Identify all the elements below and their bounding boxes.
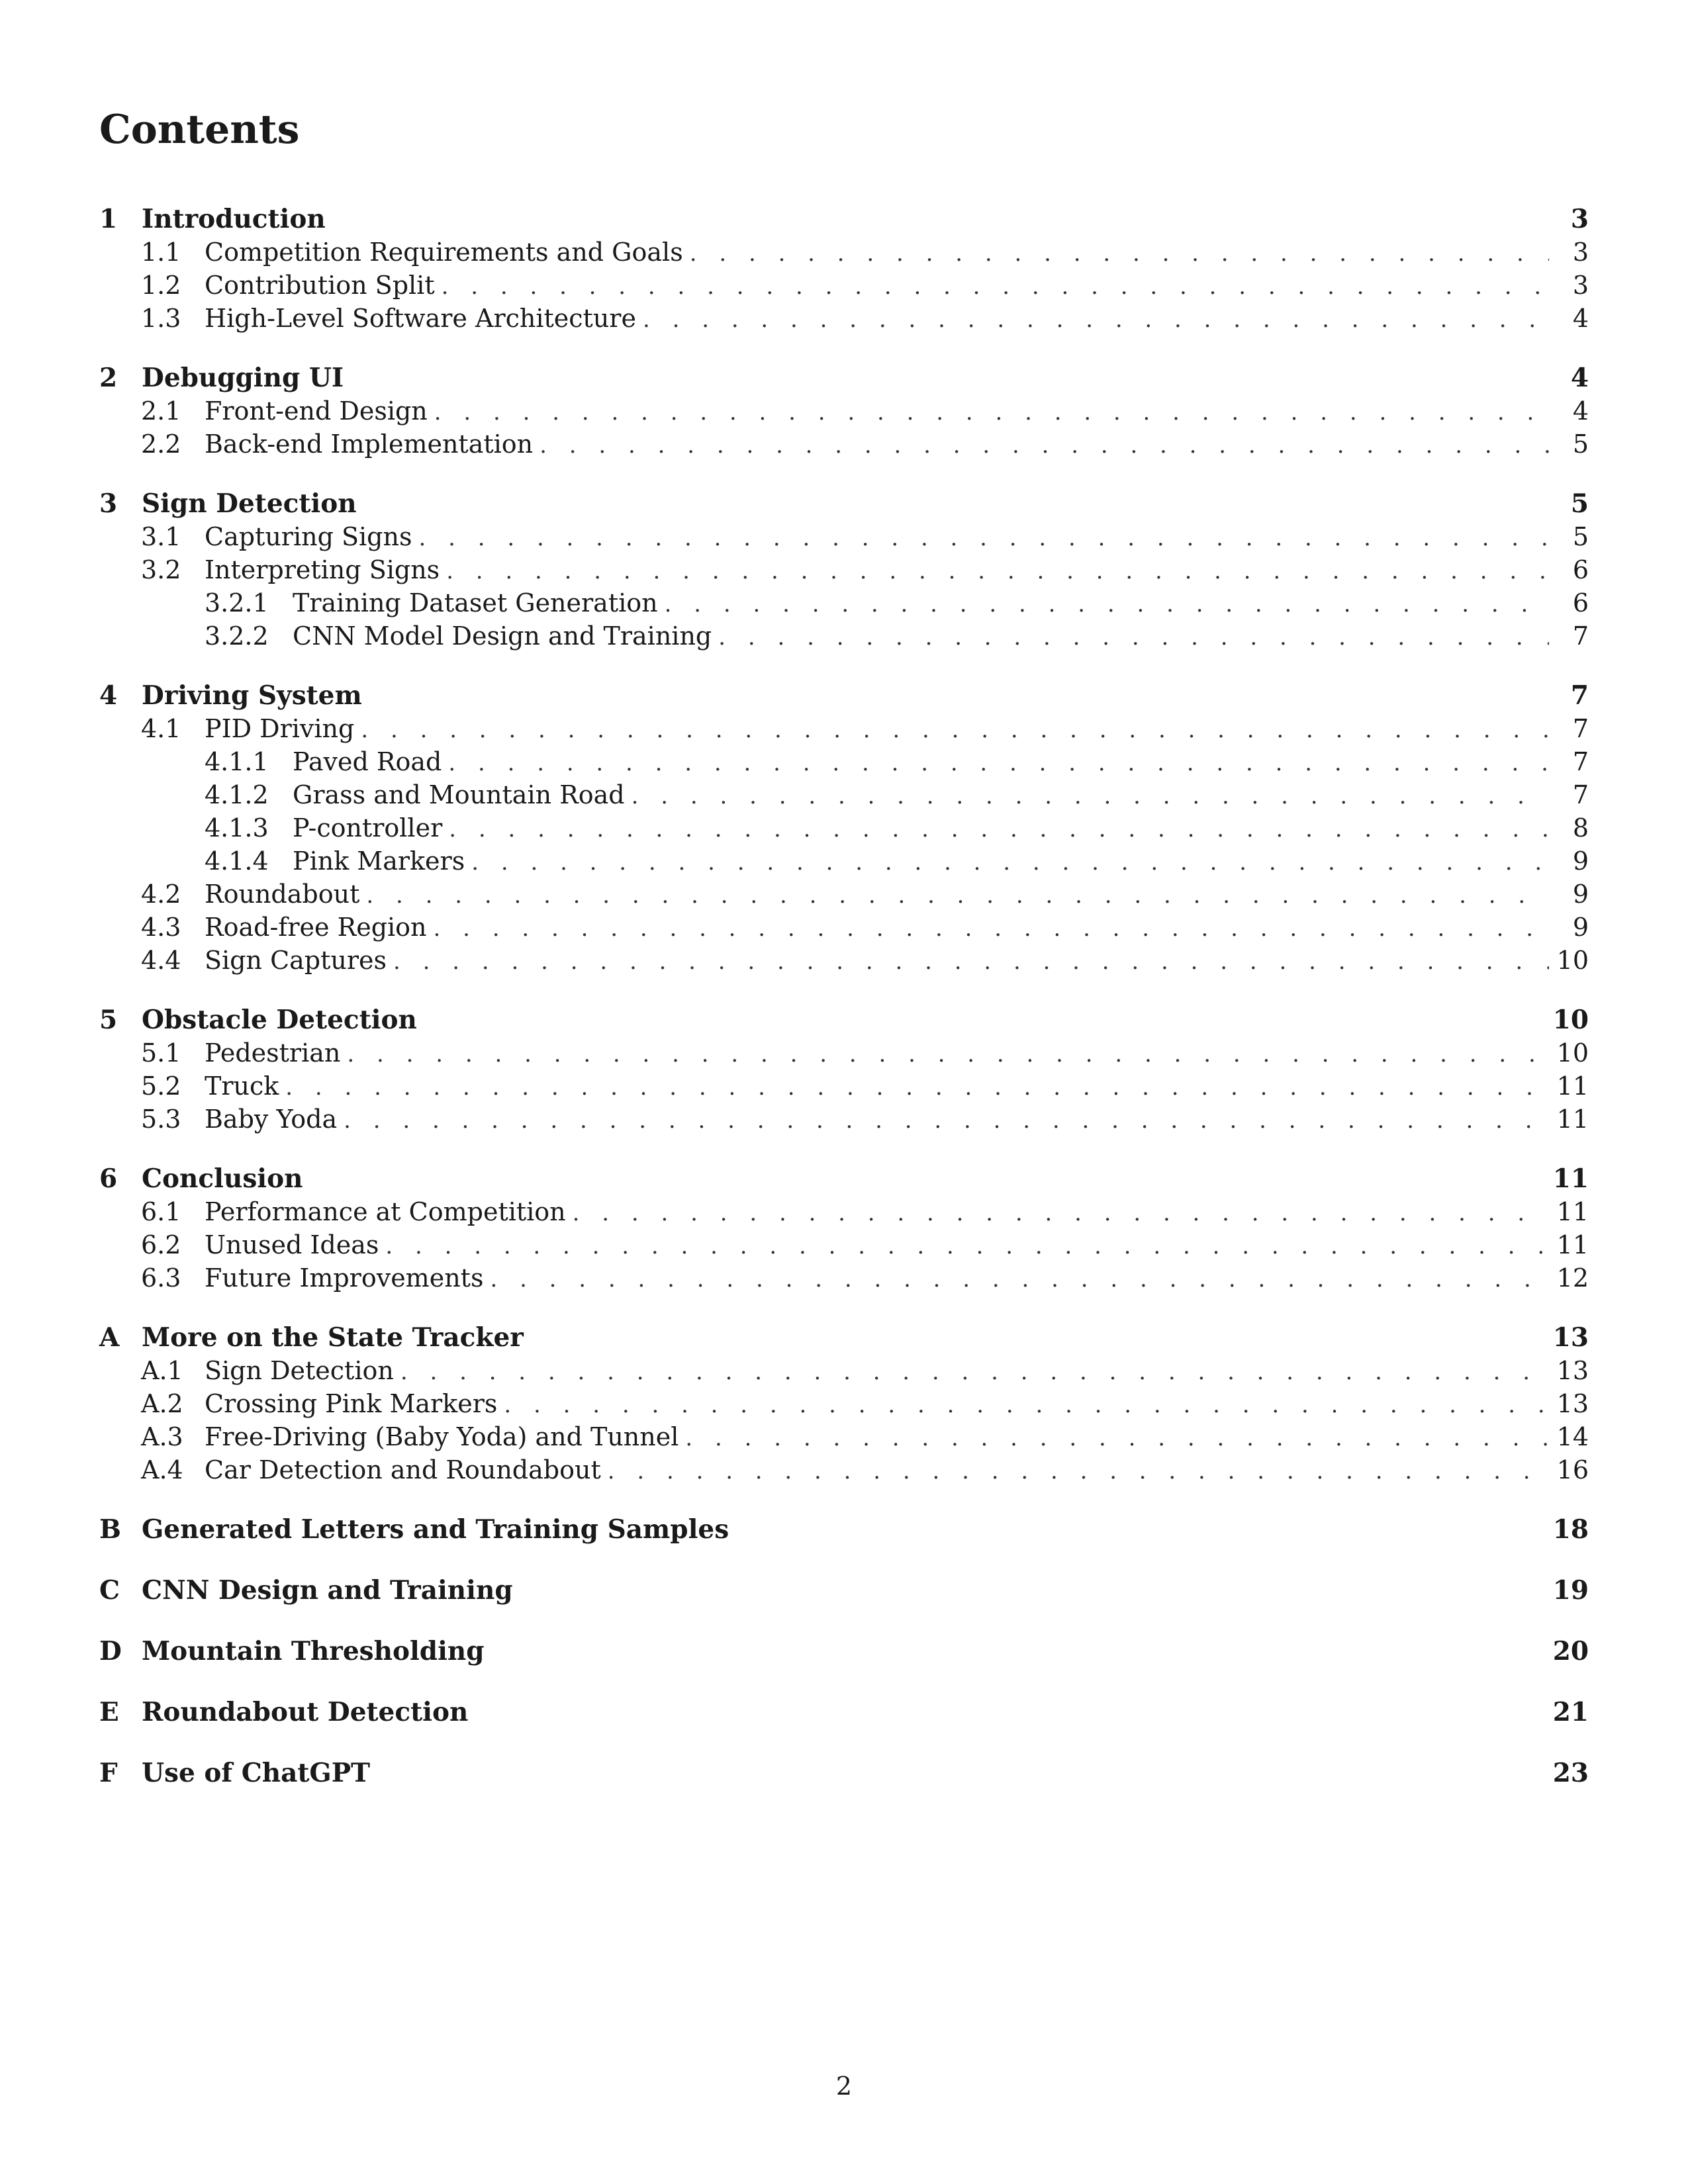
toc-section-number: 5 bbox=[99, 1005, 118, 1035]
toc-entry-number: 5.3 bbox=[141, 1105, 181, 1134]
toc-entry-title: Baby Yoda bbox=[205, 1105, 338, 1134]
toc-section-number: 6 bbox=[99, 1163, 118, 1194]
toc-section-title: Generated Letters and Training Samples bbox=[142, 1514, 729, 1545]
toc-entry-number: 2.2 bbox=[141, 430, 181, 459]
toc-section bbox=[99, 361, 1589, 461]
toc-entry-section[interactable] bbox=[99, 361, 1589, 394]
toc-entry-subsection[interactable] bbox=[99, 1036, 1589, 1069]
toc-entry-section[interactable] bbox=[99, 1321, 1589, 1354]
toc-section-page: 20 bbox=[1552, 1636, 1589, 1666]
toc-entry-page: 4 bbox=[1572, 396, 1589, 426]
toc-section bbox=[99, 1574, 1589, 1635]
toc-entry-title: PID Driving bbox=[205, 714, 355, 743]
toc-entry-page: 4 bbox=[1572, 304, 1589, 333]
dot-leader bbox=[361, 713, 1549, 747]
toc-section-number: E bbox=[99, 1697, 119, 1727]
toc-section-page: 3 bbox=[1570, 204, 1589, 234]
toc-entry-title: Truck bbox=[205, 1071, 279, 1101]
toc-section bbox=[99, 1756, 1589, 1817]
toc-entry-title: Front-end Design bbox=[205, 396, 428, 426]
toc-section-page: 10 bbox=[1552, 1005, 1589, 1035]
toc-entry-title: Unused Ideas bbox=[205, 1230, 379, 1259]
toc-entry-title: Sign Detection bbox=[205, 1356, 394, 1385]
toc-entry-page: 16 bbox=[1556, 1455, 1589, 1484]
dot-leader bbox=[347, 1038, 1549, 1071]
toc-entry-subsection[interactable] bbox=[99, 1354, 1589, 1387]
toc-entry-title: Sign Captures bbox=[205, 946, 387, 975]
toc-section-page: 13 bbox=[1552, 1322, 1589, 1353]
toc-section-number: 4 bbox=[99, 680, 118, 711]
toc-entry-number: A.1 bbox=[141, 1356, 183, 1385]
toc-entry-page: 7 bbox=[1572, 621, 1589, 651]
toc-entry-number: 4.1.4 bbox=[205, 846, 269, 876]
toc-entry-subsection[interactable] bbox=[99, 911, 1589, 944]
toc-section-title: Driving System bbox=[142, 680, 362, 711]
toc-entry-section[interactable] bbox=[99, 203, 1589, 236]
toc-entry-page: 9 bbox=[1572, 913, 1589, 942]
toc-entry-title: Car Detection and Roundabout bbox=[205, 1455, 601, 1484]
toc-entry-number: A.2 bbox=[141, 1389, 183, 1418]
toc-entry-subsection[interactable] bbox=[99, 520, 1589, 553]
toc-section-title: Roundabout Detection bbox=[142, 1697, 469, 1727]
toc-entry-page: 6 bbox=[1572, 555, 1589, 584]
toc-entry-subsection[interactable] bbox=[99, 1453, 1589, 1486]
toc-section-number: A bbox=[99, 1322, 120, 1353]
toc-entry-title: High-Level Software Architecture bbox=[205, 304, 636, 333]
dot-leader bbox=[366, 879, 1549, 912]
toc-entry-title: CNN Model Design and Training bbox=[293, 621, 712, 651]
dot-leader bbox=[446, 555, 1549, 588]
dot-leader bbox=[690, 237, 1549, 270]
toc-entry-section[interactable] bbox=[99, 487, 1589, 520]
toc-entry-subsection[interactable] bbox=[99, 1228, 1589, 1261]
toc-entry-number: A.4 bbox=[141, 1455, 183, 1484]
toc-entry-page: 13 bbox=[1556, 1356, 1589, 1385]
toc-entry-number: 2.1 bbox=[141, 396, 181, 426]
toc-entry-title: Training Dataset Generation bbox=[293, 588, 658, 617]
toc-entry-page: 7 bbox=[1572, 747, 1589, 776]
toc-entry-subsection[interactable] bbox=[99, 1420, 1589, 1453]
dot-leader bbox=[490, 1263, 1549, 1296]
toc-section bbox=[99, 1003, 1589, 1136]
toc-entry-number: 4.4 bbox=[141, 946, 181, 975]
toc-entry-subsection[interactable] bbox=[99, 428, 1589, 461]
toc-entry-page: 11 bbox=[1556, 1197, 1589, 1226]
dot-leader bbox=[632, 780, 1549, 813]
toc-entry-title: Crossing Pink Markers bbox=[205, 1389, 498, 1418]
dot-leader bbox=[434, 396, 1549, 429]
toc-section-page: 21 bbox=[1552, 1697, 1589, 1727]
toc-entry-title: Future Improvements bbox=[205, 1263, 484, 1293]
toc-entry-title: Grass and Mountain Road bbox=[293, 780, 625, 809]
toc-entry-section[interactable] bbox=[99, 1756, 1589, 1790]
toc-entry-page: 10 bbox=[1556, 946, 1589, 975]
toc-entry-page: 7 bbox=[1572, 714, 1589, 743]
dot-leader bbox=[643, 303, 1549, 336]
toc-entry-page: 9 bbox=[1572, 846, 1589, 876]
toc-section-page: 7 bbox=[1570, 680, 1589, 711]
toc-entry-subsection[interactable] bbox=[99, 394, 1589, 428]
toc-entry-number: 4.2 bbox=[141, 880, 181, 909]
toc-entry-number: 6.2 bbox=[141, 1230, 181, 1259]
toc-section bbox=[99, 1513, 1589, 1574]
toc-section-title: Sign Detection bbox=[142, 488, 357, 519]
dot-leader bbox=[573, 1197, 1549, 1230]
dot-leader bbox=[471, 846, 1549, 879]
toc-entry-page: 11 bbox=[1556, 1105, 1589, 1134]
dot-leader bbox=[418, 522, 1549, 555]
toc-entry-section[interactable] bbox=[99, 1162, 1589, 1195]
toc-section-title: Mountain Thresholding bbox=[142, 1636, 485, 1666]
toc-entry-number: 6.3 bbox=[141, 1263, 181, 1293]
toc-section-title: Debugging UI bbox=[142, 363, 344, 393]
dot-leader bbox=[449, 813, 1549, 846]
toc-entry-subsection[interactable] bbox=[99, 712, 1589, 745]
toc-entry-section[interactable] bbox=[99, 1635, 1589, 1668]
toc-section-number: C bbox=[99, 1575, 120, 1606]
toc-section bbox=[99, 203, 1589, 335]
toc-entry-title: Free-Driving (Baby Yoda) and Tunnel bbox=[205, 1422, 679, 1451]
toc-section bbox=[99, 1321, 1589, 1486]
toc-entry-number: 4.1.3 bbox=[205, 813, 269, 842]
toc-entry-subsection[interactable] bbox=[99, 1103, 1589, 1136]
toc-section-title: Introduction bbox=[142, 204, 326, 234]
toc-entry-page: 5 bbox=[1572, 522, 1589, 551]
toc-entry-title: Pedestrian bbox=[205, 1038, 341, 1068]
toc-section bbox=[99, 487, 1589, 653]
toc-entry-page: 3 bbox=[1572, 238, 1589, 267]
toc-entry-subsection[interactable] bbox=[99, 1261, 1589, 1295]
toc-entry-number: 3.2 bbox=[141, 555, 181, 584]
toc-entry-number: 3.2.2 bbox=[205, 621, 269, 651]
toc-entry-title: Competition Requirements and Goals bbox=[205, 238, 683, 267]
dot-leader bbox=[504, 1388, 1549, 1422]
toc-entry-number: 4.3 bbox=[141, 913, 181, 942]
toc-entry-page: 13 bbox=[1556, 1389, 1589, 1418]
toc-section bbox=[99, 1696, 1589, 1756]
toc-entry-number: 4.1.1 bbox=[205, 747, 269, 776]
toc-entry-subsubsection[interactable] bbox=[99, 778, 1589, 811]
toc-entry-subsection[interactable] bbox=[99, 1069, 1589, 1103]
toc-section-title: Conclusion bbox=[142, 1163, 303, 1194]
toc-entry-section[interactable] bbox=[99, 1696, 1589, 1729]
toc-section-number: B bbox=[99, 1514, 121, 1545]
toc-entry-number: A.3 bbox=[141, 1422, 183, 1451]
toc-entry-section[interactable] bbox=[99, 1574, 1589, 1607]
dot-leader bbox=[718, 621, 1549, 654]
page-title: Contents bbox=[99, 107, 300, 153]
dot-leader bbox=[393, 945, 1549, 978]
toc-section-number: 2 bbox=[99, 363, 118, 393]
toc-entry-number: 3.1 bbox=[141, 522, 181, 551]
dot-leader bbox=[285, 1071, 1549, 1104]
dot-leader bbox=[442, 270, 1549, 303]
toc-entry-section[interactable] bbox=[99, 1513, 1589, 1546]
toc-entry-page: 5 bbox=[1572, 430, 1589, 459]
toc-entry-subsection[interactable] bbox=[99, 1195, 1589, 1228]
toc-entry-page: 9 bbox=[1572, 880, 1589, 909]
toc-entry-page: 11 bbox=[1556, 1230, 1589, 1259]
toc-section-page: 4 bbox=[1570, 363, 1589, 393]
dot-leader bbox=[385, 1230, 1549, 1263]
toc-entry-subsection[interactable] bbox=[99, 553, 1589, 586]
dot-leader bbox=[434, 912, 1549, 945]
toc-entry-page: 12 bbox=[1556, 1263, 1589, 1293]
dot-leader bbox=[448, 747, 1549, 780]
toc-entry-subsection[interactable] bbox=[99, 1387, 1589, 1420]
toc-entry-number: 1.2 bbox=[141, 271, 181, 300]
dot-leader bbox=[400, 1355, 1549, 1388]
toc-entry-page: 6 bbox=[1572, 588, 1589, 617]
toc-entry-title: Capturing Signs bbox=[205, 522, 412, 551]
page-number: 2 bbox=[835, 2071, 853, 2101]
toc-entry-number: 5.1 bbox=[141, 1038, 181, 1068]
toc-entry-number: 1.1 bbox=[141, 238, 181, 267]
toc-entry-title: Roundabout bbox=[205, 880, 360, 909]
toc-section bbox=[99, 1162, 1589, 1295]
toc-entry-subsubsection[interactable] bbox=[99, 745, 1589, 778]
dot-leader bbox=[344, 1104, 1549, 1137]
toc-section-title: More on the State Tracker bbox=[142, 1322, 524, 1353]
toc-entry-number: 4.1 bbox=[141, 714, 181, 743]
toc-section-page: 23 bbox=[1552, 1758, 1589, 1788]
toc-entry-subsection[interactable] bbox=[99, 236, 1589, 269]
toc-section-number: 3 bbox=[99, 488, 118, 519]
toc-section-title: Obstacle Detection bbox=[142, 1005, 417, 1035]
toc-entry-subsection[interactable] bbox=[99, 269, 1589, 302]
toc-entry-section[interactable] bbox=[99, 1003, 1589, 1036]
toc-entry-title: Pink Markers bbox=[293, 846, 465, 876]
toc-entry-subsubsection[interactable] bbox=[99, 619, 1589, 653]
toc-section-page: 18 bbox=[1552, 1514, 1589, 1545]
toc-entry-subsubsection[interactable] bbox=[99, 844, 1589, 878]
dot-leader bbox=[685, 1422, 1549, 1455]
toc-section-number: 1 bbox=[99, 204, 118, 234]
toc-entry-title: P-controller bbox=[293, 813, 443, 842]
toc-entry-page: 7 bbox=[1572, 780, 1589, 809]
toc-entry-number: 6.1 bbox=[141, 1197, 181, 1226]
toc-section-number: F bbox=[99, 1758, 118, 1788]
toc-entry-subsubsection[interactable] bbox=[99, 811, 1589, 844]
toc-entry-page: 8 bbox=[1572, 813, 1589, 842]
toc-entry-title: Performance at Competition bbox=[205, 1197, 566, 1226]
toc-entry-title: Back-end Implementation bbox=[205, 430, 534, 459]
toc-section bbox=[99, 679, 1589, 977]
table-of-contents bbox=[99, 203, 1589, 1817]
toc-entry-section[interactable] bbox=[99, 679, 1589, 712]
toc-entry-title: Interpreting Signs bbox=[205, 555, 440, 584]
toc-entry-subsection[interactable] bbox=[99, 302, 1589, 335]
toc-section-page: 19 bbox=[1552, 1575, 1589, 1606]
toc-section-number: D bbox=[99, 1636, 122, 1666]
toc-entry-page: 10 bbox=[1556, 1038, 1589, 1068]
toc-entry-page: 3 bbox=[1572, 271, 1589, 300]
toc-entry-title: Paved Road bbox=[293, 747, 442, 776]
toc-entry-title: Contribution Split bbox=[205, 271, 435, 300]
toc-entry-subsection[interactable] bbox=[99, 878, 1589, 911]
toc-entry-title: Road-free Region bbox=[205, 913, 427, 942]
toc-section-title: Use of ChatGPT bbox=[142, 1758, 371, 1788]
toc-section bbox=[99, 1635, 1589, 1696]
toc-entry-number: 1.3 bbox=[141, 304, 181, 333]
toc-entry-subsection[interactable] bbox=[99, 944, 1589, 977]
toc-section-title: CNN Design and Training bbox=[142, 1575, 513, 1606]
dot-leader bbox=[539, 429, 1549, 462]
toc-entry-page: 11 bbox=[1556, 1071, 1589, 1101]
toc-entry-page: 14 bbox=[1556, 1422, 1589, 1451]
toc-entry-number: 4.1.2 bbox=[205, 780, 269, 809]
toc-section-page: 11 bbox=[1552, 1163, 1589, 1194]
toc-entry-number: 5.2 bbox=[141, 1071, 181, 1101]
toc-entry-subsubsection[interactable] bbox=[99, 586, 1589, 619]
dot-leader bbox=[665, 588, 1549, 621]
toc-entry-number: 3.2.1 bbox=[205, 588, 269, 617]
dot-leader bbox=[608, 1455, 1549, 1488]
toc-section-page: 5 bbox=[1570, 488, 1589, 519]
